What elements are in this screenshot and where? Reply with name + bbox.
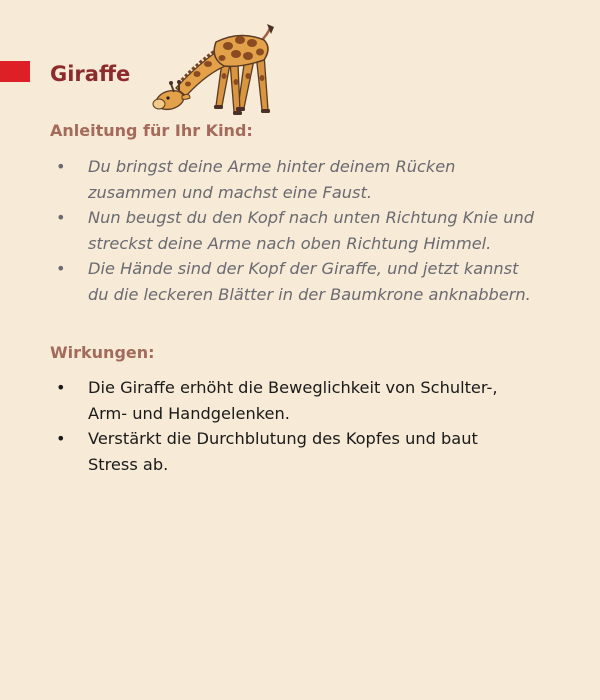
instructions-heading: Anleitung für Ihr Kind: <box>50 121 253 140</box>
bullet-icon: • <box>56 157 66 176</box>
list-item: • Die Hände sind der Kopf der Giraffe, und jetzt kannst du die leckeren Blätter in der Baumkrone anknabbern. <box>50 256 580 307</box>
bullet-icon: • <box>56 208 66 227</box>
list-item: • Verstärkt die Durchblutung des Kopfes und baut Stress ab. <box>50 426 580 477</box>
giraffe-icon <box>150 12 285 120</box>
bullet-icon: • <box>56 429 66 448</box>
instructions-list <box>50 154 580 307</box>
bullet-icon: • <box>56 378 66 397</box>
list-item: • Die Giraffe erhöht die Beweglichkeit von Schulter-, Arm- und Handgelenken. <box>50 375 580 426</box>
bullet-icon: • <box>56 259 66 278</box>
effects-heading: Wirkungen: <box>50 343 155 362</box>
red-accent-tab <box>0 61 30 82</box>
list-item: • Du bringst deine Arme hinter deinem Rücken zusammen und machst eine Faust. <box>50 154 580 205</box>
page-title: Giraffe <box>50 62 131 86</box>
list-item: • Nun beugst du den Kopf nach unten Richtung Knie und streckst deine Arme nach oben Richtung Himmel. <box>50 205 580 256</box>
effects-list <box>50 375 580 477</box>
